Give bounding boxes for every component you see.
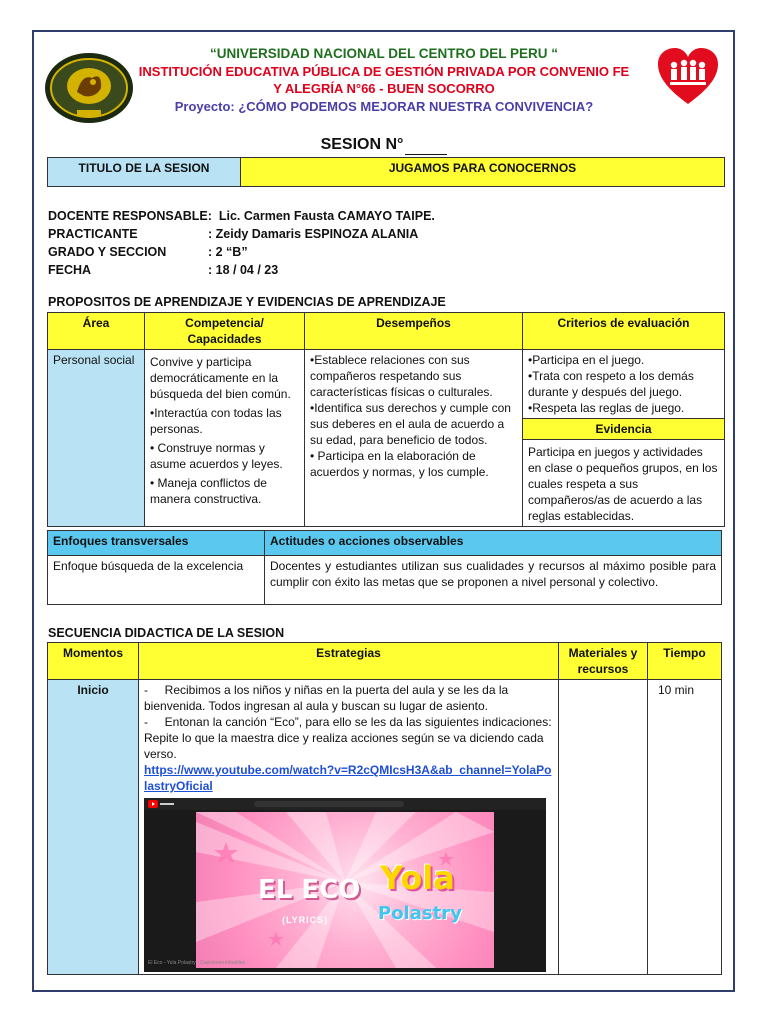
competencia-main: Convive y participa democráticamente en la búsqueda del bien común.	[150, 355, 291, 401]
criterio-text: Respeta las reglas de juego.	[532, 401, 685, 415]
enfoques-table	[47, 530, 722, 605]
actitudes-label: Actitudes o acciones observables	[265, 531, 722, 556]
enfoque-cell: Enfoque búsqueda de la excelencia	[48, 556, 265, 605]
list-item	[528, 400, 719, 416]
desempeno-text: Participa en la elaboración de acuerdos y normas, y los cumple.	[310, 449, 489, 479]
info-label: PRACTICANTE	[48, 227, 138, 241]
header-criterios: Criterios de evaluación	[523, 313, 725, 350]
university-name: “UNIVERSIDAD NACIONAL DEL CENTRO DEL PERU “	[209, 46, 559, 61]
list-item	[150, 475, 299, 507]
institution-line-1: INSTITUCIÓN EDUCATIVA PÚBLICA DE GESTIÓN PRIVADA POR CONVENIO FE	[138, 64, 630, 79]
list-item	[310, 352, 517, 400]
info-row-practicante	[48, 225, 435, 243]
session-heading	[0, 136, 768, 155]
info-label: FECHA	[48, 263, 92, 277]
strategy-text: Entonan la canción “Eco”, para ello se les da las siguientes indicaciones: Repite lo que la maestra dice y realiza acciones según se va diciendo cada verso.	[144, 715, 552, 761]
purposes-heading: PROPOSITOS DE APRENDIZAJE Y EVIDENCIAS DE APRENDIZAJE	[48, 295, 446, 309]
capacidad-text: Maneja conflictos de manera constructiva.	[150, 476, 267, 506]
strategy-item: - Recibimos a los niños y niñas en la puerta del aula y se les da la bienvenida. Todos ingresan al aula y buscan su lugar de asiento.	[144, 683, 509, 713]
desempenos-list	[310, 352, 517, 480]
session-number-blank	[405, 136, 447, 155]
header-area: Área	[48, 313, 145, 350]
info-value: Lic. Carmen Fausta CAMAYO TAIPE.	[218, 209, 435, 223]
list-item	[528, 368, 719, 400]
evidencia-cell: Participa en juegos y actividades en clase o pequeños grupos, en los cuales respeta a sus compañeros/as de acuerdo a las reglas establecidas.	[523, 440, 725, 527]
info-row-docente	[48, 207, 435, 225]
info-row-fecha	[48, 261, 435, 279]
session-title-label: TITULO DE LA SESION	[48, 158, 241, 187]
youtube-link[interactable]: https://www.youtube.com/watch?v=R2cQMIcsH3A&ab_channel=YolaPolastryOficial	[144, 763, 552, 793]
session-title-value: JUGAMOS PARA CONOCERNOS	[241, 158, 725, 187]
moment-cell: Inicio	[48, 680, 139, 975]
list-item	[150, 405, 299, 437]
header-desempenos: Desempeños	[305, 313, 523, 350]
desempeno-text: Establece relaciones con sus compañeros respetando sus características físicas o culturales.	[310, 353, 493, 399]
actitud-cell: Docentes y estudiantes utilizan sus cualidades y recursos al máximo posible para cumplir con éxito las metas que se proponen a nivel personal y colectivo.	[265, 556, 722, 605]
list-item	[310, 400, 517, 448]
info-row-grado	[48, 243, 435, 261]
youtube-top-bar	[144, 798, 546, 810]
capacidad-text: Interactúa con todas las personas.	[150, 406, 282, 436]
header-materiales: Materiales y recursos	[559, 643, 648, 680]
institution-line-2: Y ALEGRÍA N°66 - BUEN SOCORRO	[273, 81, 495, 96]
youtube-logo-icon	[148, 800, 176, 808]
info-value: : 2 “B”	[208, 245, 248, 259]
criterio-text: Participa en el juego.	[532, 353, 645, 367]
info-label: GRADO Y SECCION	[48, 245, 167, 259]
video-thumbnail	[196, 812, 494, 968]
area-cell: Personal social	[48, 350, 145, 527]
evidencia-label: Evidencia	[523, 419, 725, 440]
brand-yola: Yola	[380, 859, 455, 897]
list-item	[150, 440, 299, 472]
video-title-main: EL ECO	[258, 875, 361, 905]
enfoques-label: Enfoques transversales	[48, 531, 265, 556]
criterios-list	[528, 352, 719, 416]
sequence-heading: SECUENCIA DIDACTICA DE LA SESION	[48, 626, 285, 640]
capacidades-list	[150, 405, 299, 507]
purposes-table	[47, 312, 725, 527]
criterio-text: Trata con respeto a los demás durante y después del juego.	[528, 369, 694, 399]
list-item	[310, 448, 517, 480]
session-heading-text: SESION N°	[320, 136, 404, 153]
capacidad-text: Construye normas y asume acuerdos y leyes.	[150, 441, 283, 471]
video-title-sub: (LYRICS)	[282, 915, 329, 925]
session-info	[48, 207, 435, 279]
list-item	[528, 352, 719, 368]
materials-cell	[559, 680, 648, 975]
info-value: : Zeidy Damaris ESPINOZA ALANIA	[208, 227, 419, 241]
header-estrategias: Estrategias	[139, 643, 559, 680]
desempeno-text: Identifica sus derechos y cumple con sus deberes en el aula de acuerdo a su edad, para beneficio de todos.	[310, 401, 511, 447]
competencia-cell	[145, 350, 305, 527]
strategy-item: - Entonan la canción “Eco”, para ello se les da las siguientes indicaciones: Repite lo que la maestra dice y realiza acciones según se va diciendo cada verso.	[144, 715, 552, 761]
header-tiempo: Tiempo	[648, 643, 722, 680]
video-caption: El Eco - Yola Polastry - Canciones infantiles	[148, 960, 245, 966]
strategies-cell	[139, 680, 559, 975]
header-competencia: Competencia/ Capacidades	[145, 313, 305, 350]
video-screenshot[interactable]	[144, 798, 546, 972]
time-cell: 10 min	[648, 680, 722, 975]
info-label: DOCENTE RESPONSABLE:	[48, 209, 212, 223]
criterios-cell	[523, 350, 725, 419]
info-value: : 18 / 04 / 23	[208, 263, 279, 277]
project-title: Proyecto: ¿CÓMO PODEMOS MEJORAR NUESTRA CONVIVENCIA?	[174, 99, 594, 114]
desempenos-cell	[305, 350, 523, 527]
brand-polastry: Polastry	[378, 903, 462, 924]
session-title-table	[47, 157, 725, 187]
youtube-search-bar	[254, 801, 404, 807]
strategy-text: Recibimos a los niños y niñas en la puerta del aula y se les da la bienvenida. Todos ingresan al aula y buscan su lugar de asiento.	[144, 683, 509, 713]
sequence-table	[47, 642, 722, 975]
header-momentos: Momentos	[48, 643, 139, 680]
